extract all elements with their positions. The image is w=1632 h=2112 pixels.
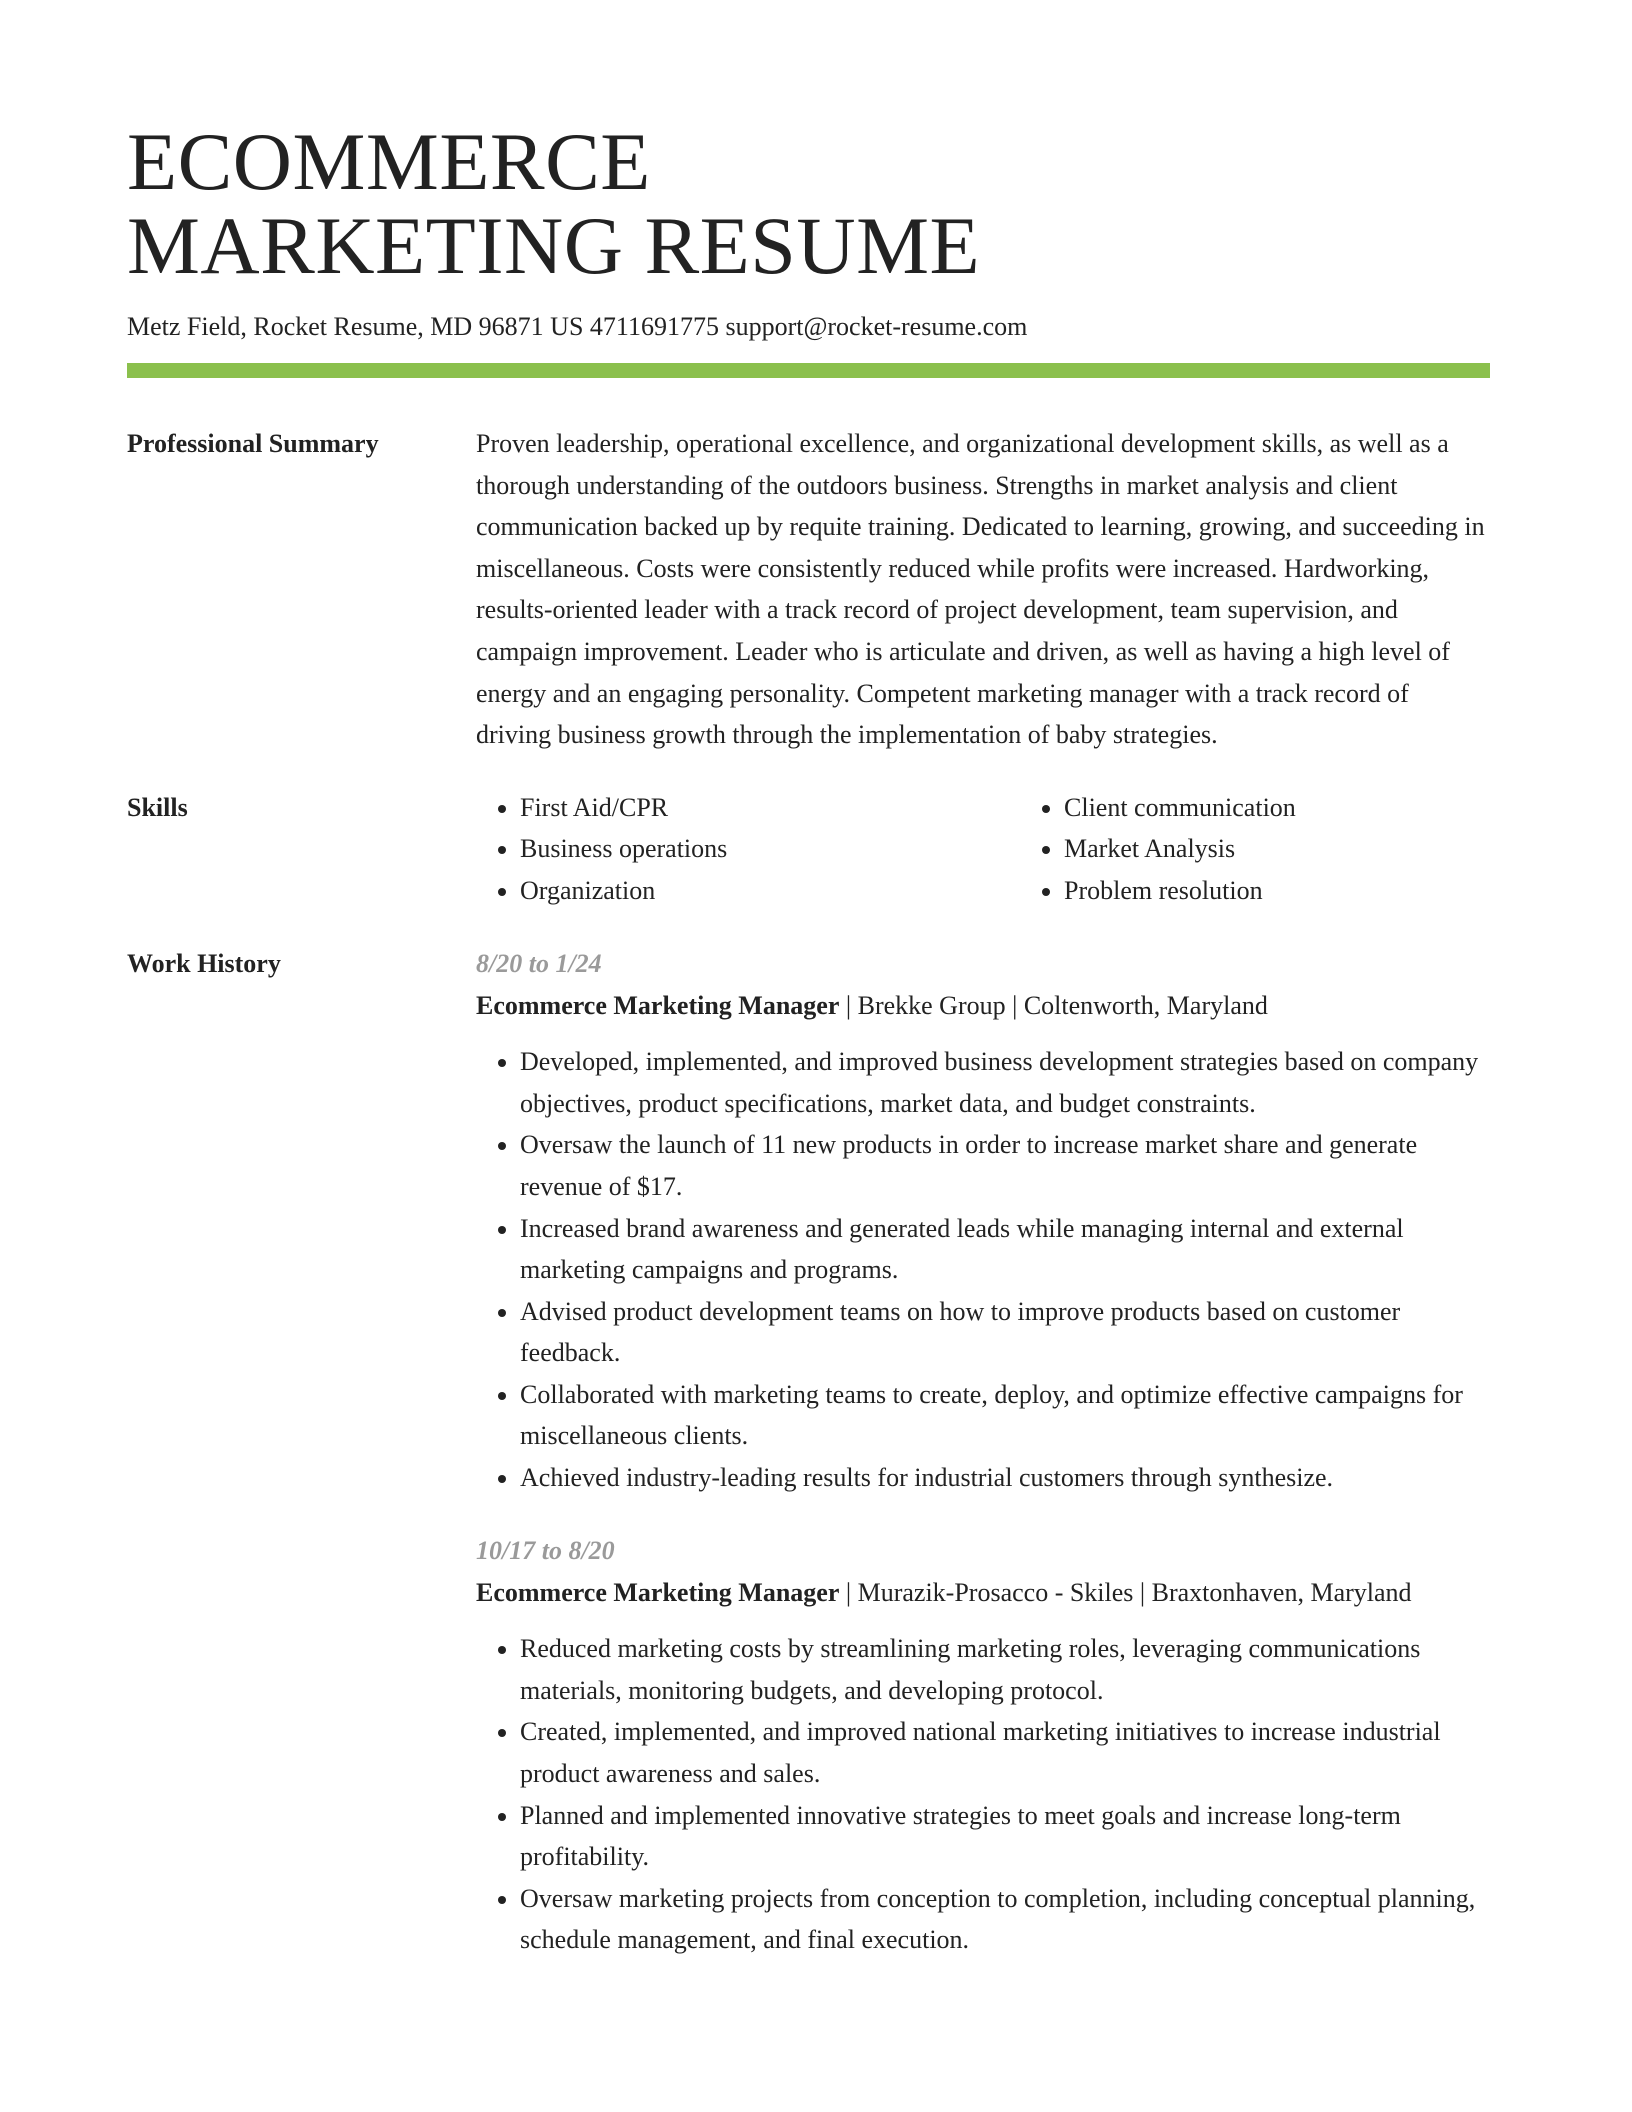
job-bullet: • Reduced marketing costs by streamlining marketing roles, leveraging communications materials, monitoring budgets, and developing protocol. — [520, 1628, 1490, 1711]
skills-column-left — [476, 787, 1020, 912]
job-title: Ecommerce Marketing Manager — [476, 1577, 840, 1607]
job-bullet: • Planned and implemented innovative strategies to meet goals and increase long-term profitability. — [520, 1795, 1490, 1878]
job-bullet: • Oversaw marketing projects from conception to completion, including conceptual planning, schedule management, and final execution. — [520, 1878, 1490, 1961]
job-bullet: • Advised product development teams on how to improve products based on customer feedback. — [520, 1291, 1490, 1374]
skill-item: • Client communication — [1064, 787, 1564, 829]
resume-title-line-2: MARKETING RESUME — [127, 200, 981, 291]
job-bullet: • Created, implemented, and improved national marketing initiatives to increase industrial product awareness and sales. — [520, 1711, 1490, 1794]
skill-item: • Business operations — [520, 828, 1020, 870]
skill-item: • First Aid/CPR — [520, 787, 1020, 829]
job-entry — [476, 943, 1490, 1499]
job-title-line — [476, 985, 1490, 1027]
job-bullet: • Achieved industry-leading results for industrial customers through synthesize. — [520, 1457, 1490, 1499]
work-history-section — [127, 943, 1490, 1961]
skills-column-right — [1020, 787, 1564, 912]
professional-summary-section — [127, 423, 1490, 756]
job-employer-location: | Brekke Group | Coltenworth, Maryland — [839, 990, 1268, 1020]
job-bullet: • Oversaw the launch of 11 new products in order to increase market share and generate revenue of $17. — [520, 1124, 1490, 1207]
skills-grid — [476, 787, 1564, 912]
resume-title — [127, 116, 1490, 291]
job-entry — [476, 1530, 1490, 1961]
skill-item: • Organization — [520, 870, 1020, 912]
contact-info: Metz Field, Rocket Resume, MD 96871 US 4711691775 support@rocket-resume.com — [127, 312, 1028, 341]
job-bullet: • Increased brand awareness and generated leads while managing internal and external marketing campaigns and programs. — [520, 1208, 1490, 1291]
job-title-line — [476, 1572, 1490, 1614]
resume-title-line-1: ECOMMERCE — [127, 116, 651, 207]
skill-item: • Problem resolution — [1064, 870, 1564, 912]
job-title: Ecommerce Marketing Manager — [476, 990, 840, 1020]
section-heading-skills: Skills — [127, 792, 188, 822]
section-heading-work-history: Work History — [127, 948, 281, 978]
job-employer-location: | Murazik-Prosacco - Skiles | Braxtonhaven, Maryland — [839, 1577, 1412, 1607]
job-bullet: • Developed, implemented, and improved business development strategies based on company objectives, product specifications, market data, and budget constraints. — [520, 1041, 1490, 1124]
header-divider — [127, 363, 1490, 378]
job-bullet-list — [476, 1628, 1490, 1961]
summary-text: Proven leadership, operational excellence, and organizational development skills, as well as a thorough understanding of the outdoors business. Strengths in market analysis and client communication backed up by requite training. Dedicated to learning, growing, and succeeding in miscellaneous. Costs were consistently reduced while profits were increased. Hardworking, results-oriented leader with a track record of project development, team supervision, and campaign improvement. Leader who is articulate and driven, as well as having a high level of energy and an engaging personality. Competent marketing manager with a track record of driving business growth through the implementation of baby strategies. — [476, 429, 1485, 750]
section-heading-summary: Professional Summary — [127, 429, 379, 458]
skills-section — [127, 787, 1490, 912]
job-bullet-list — [476, 1041, 1490, 1499]
job-dates: 8/20 to 1/24 — [476, 948, 602, 978]
job-dates: 10/17 to 8/20 — [476, 1535, 615, 1565]
resume-page — [127, 116, 1490, 1961]
skill-item: • Market Analysis — [1064, 828, 1564, 870]
job-bullet: • Collaborated with marketing teams to create, deploy, and optimize effective campaigns for miscellaneous clients. — [520, 1374, 1490, 1457]
